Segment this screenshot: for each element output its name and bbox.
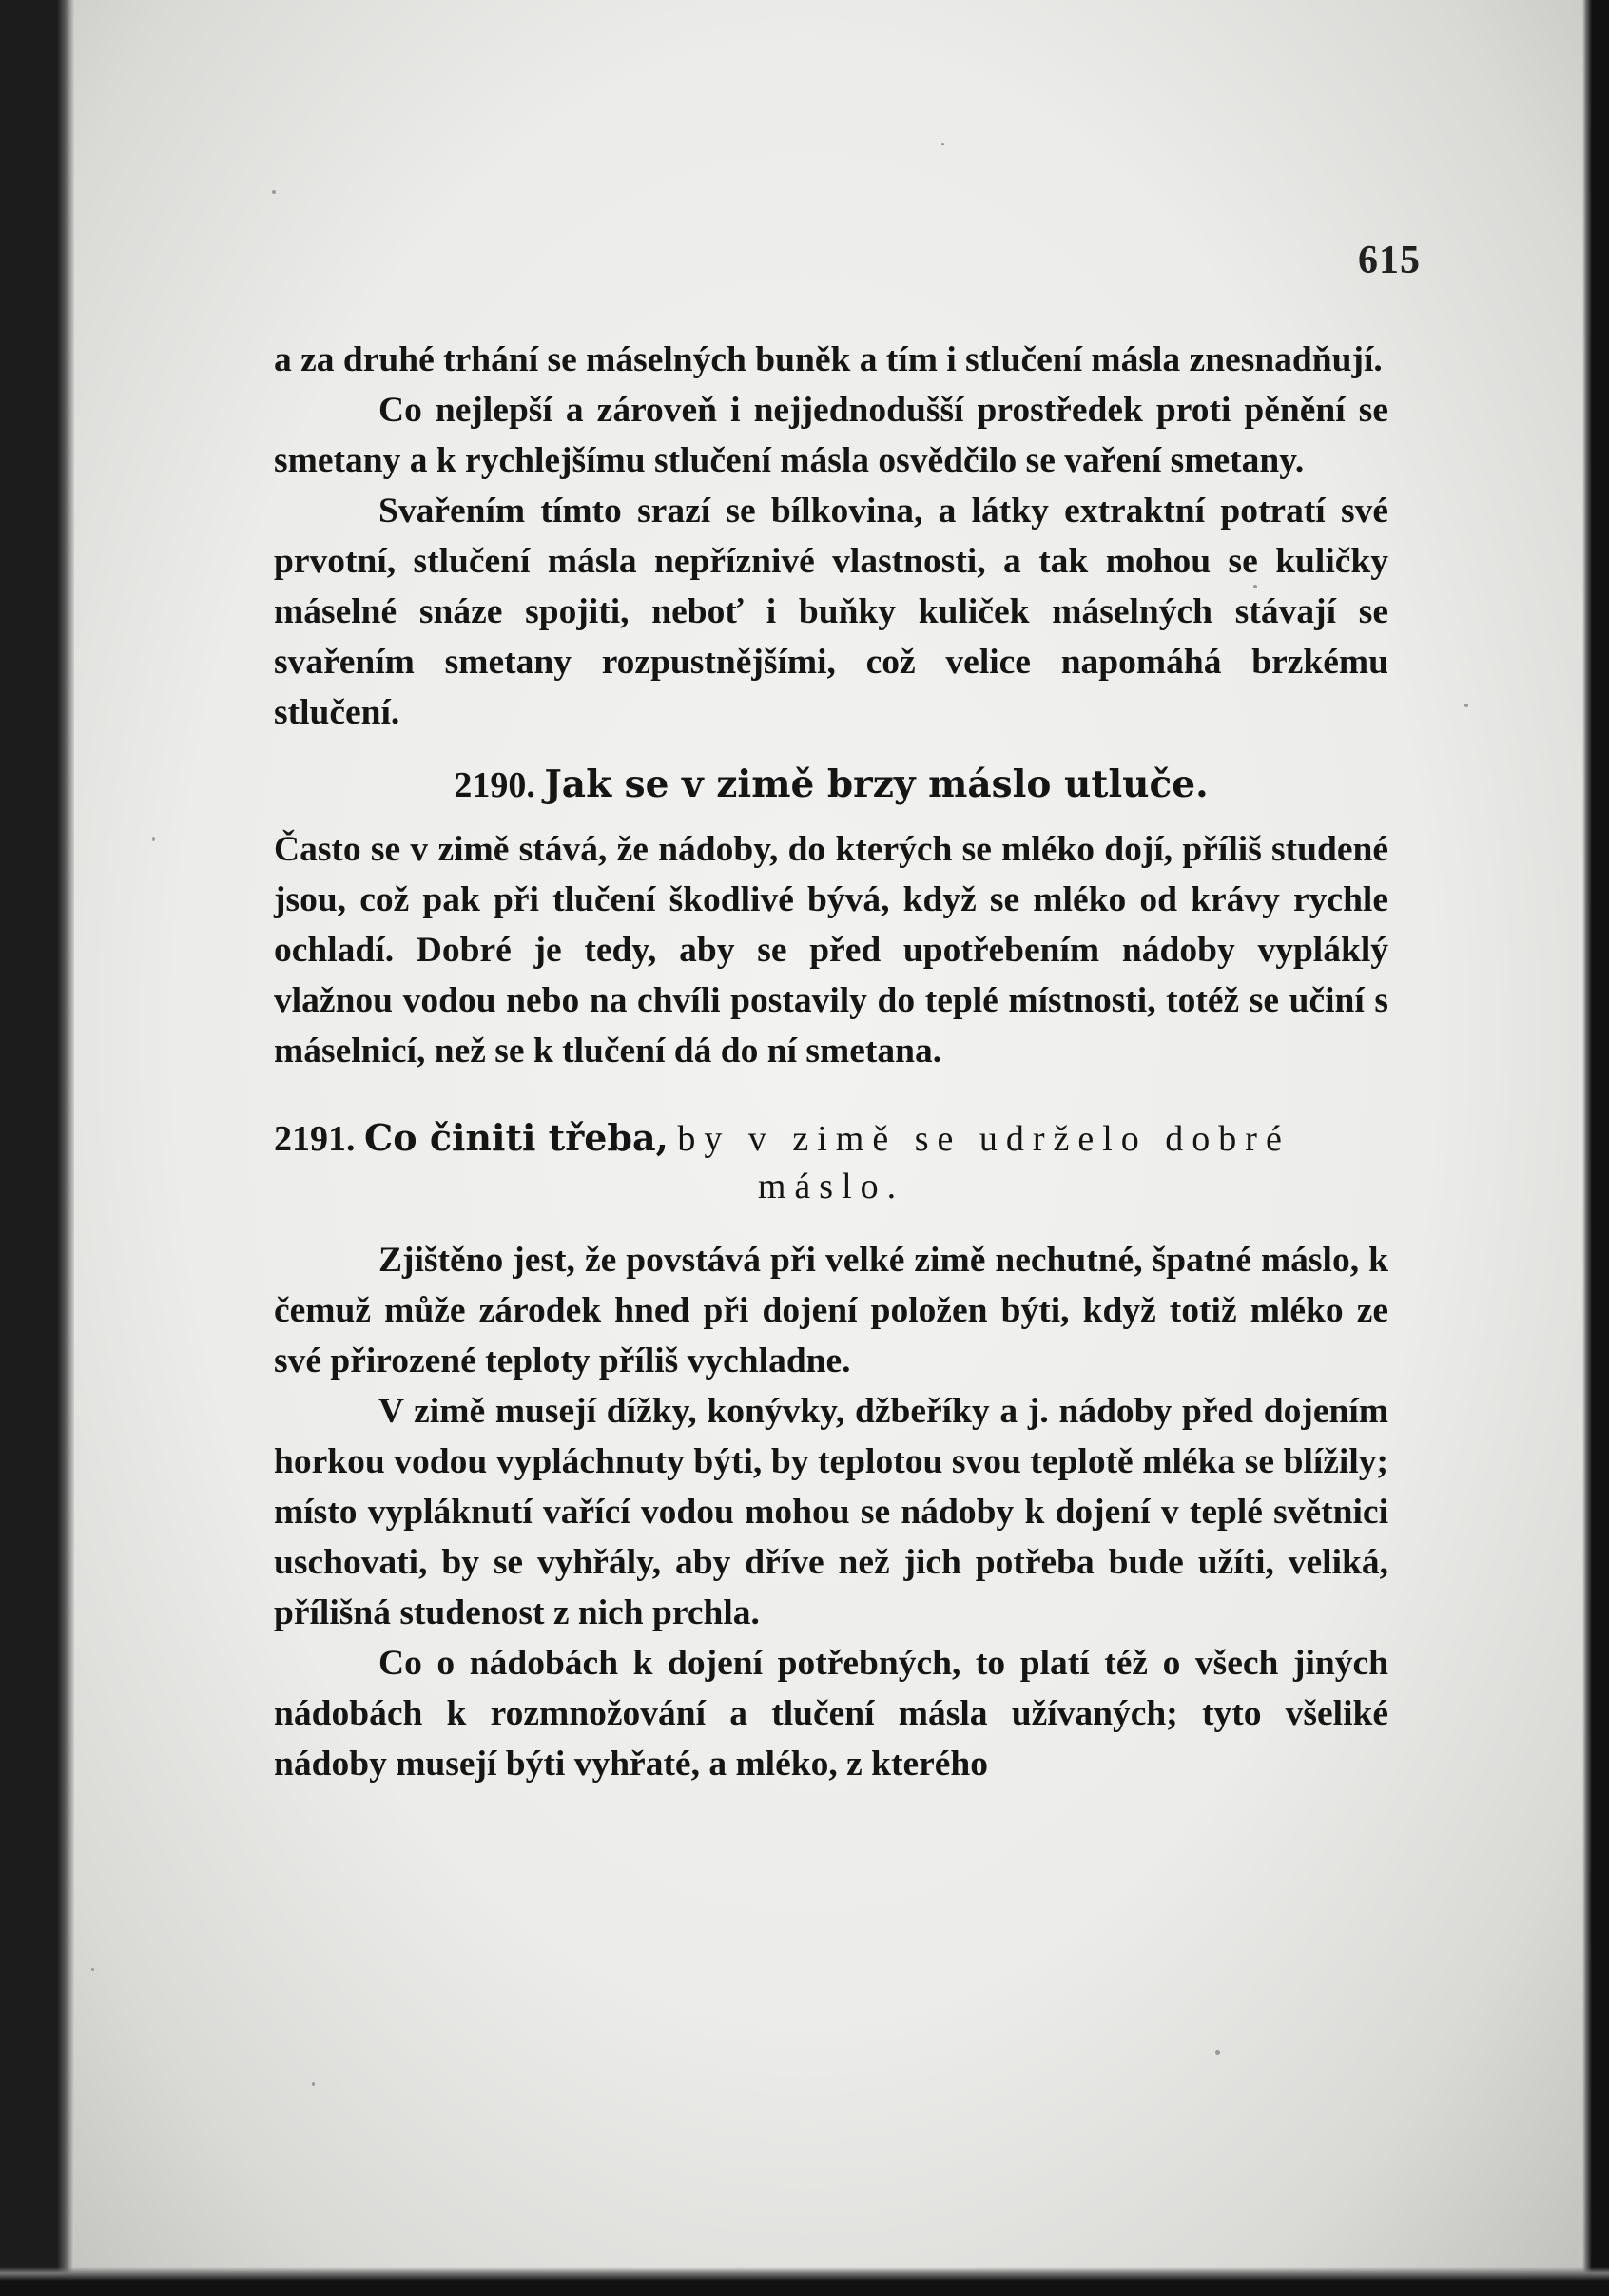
scan-speck	[1464, 704, 1468, 707]
scan-border-right	[1582, 0, 1609, 2296]
scan-speck	[1215, 2050, 1220, 2055]
paragraph: V zimě musejí dížky, konývky, džbeříky a j. nádoby před dojením horkou vodou vypláchnuty býti, by teplotou svou teplotě mléka se blížily; místo vypláknutí vařící vodou mohou se nádoby k dojení v teplé světnici uschovati, by se vyhřály, aby dříve než jich potřeba bude užíti, veliká, přílišná studenost z nich prchla.	[274, 1392, 1388, 1632]
scan-border-bottom	[0, 2267, 1609, 2296]
page-number: 615	[1358, 239, 1421, 282]
scan-border-left	[0, 0, 74, 2296]
paragraph: a za druhé trhání se máselných buněk a tím i stlučení másla znesnadňují.	[274, 340, 1383, 379]
paragraph: Často se v zimě stává, že nádoby, do kterých se mléko dojí, příliš studené jsou, což pak při tlučení škodlivé bývá, když se mléko od krávy rychle ochladí. Dobré je tedy, aby se před upotřebením nádoby vypláklý vlažnou vodou nebo na chvíli postavily do teplé místnosti, totéž se učiní s máselnicí, než se k tlučení dá do ní smetana.	[274, 830, 1388, 1071]
scan-speck	[312, 2082, 315, 2086]
paragraph: Co o nádobách k dojení potřebných, to platí též o všech jiných nádobách k rozmnožování a tlučení másla užívaných; tyto všeliké nádoby musejí býti vyhřaté, a mléko, z kterého	[274, 1644, 1388, 1784]
scan-speck	[941, 143, 944, 145]
paragraph: Svařením tímto srazí se bílkovina, a látky extraktní potratí své prvotní, stlučení másla nepříznivé vlastnosti, a tak mohou se kuličky máselné snáze spojiti, neboť i buňky kuliček máselných stávají se svařením smetany rozpustnějšími, což velice napomáhá brzkému stlučení.	[274, 492, 1388, 732]
scan-speck	[91, 1968, 94, 1971]
paragraph: Zjištěno jest, že povstává při velké zimě nechutné, špatné máslo, k čemuž může zárodek hned při dojení položen býti, když totiž mléko ze své přirozené teploty příliš vychladne.	[274, 1241, 1388, 1380]
section-heading-2191	[274, 1114, 1388, 1210]
section-title-line-2: máslo.	[757, 1167, 905, 1206]
scan-speck	[152, 837, 155, 841]
section-number: 2190.	[454, 765, 535, 805]
scan-speck	[272, 190, 276, 194]
body-text	[274, 335, 1388, 1789]
section-title-continuation: by v zimě se udrželo dobré	[677, 1119, 1290, 1159]
section-title: Co činiti třeba,	[364, 1116, 669, 1159]
paragraph: Co nejlepší a zároveň i nejjednodušší prostředek proti pěnění se smetany a k rychlejšímu stlučení másla osvědčilo se vaření smetany.	[274, 391, 1388, 480]
section-number: 2191.	[274, 1119, 356, 1159]
section-heading-2190	[274, 757, 1388, 813]
section-title: Jak se v zimě brzy máslo utluče.	[544, 762, 1209, 806]
